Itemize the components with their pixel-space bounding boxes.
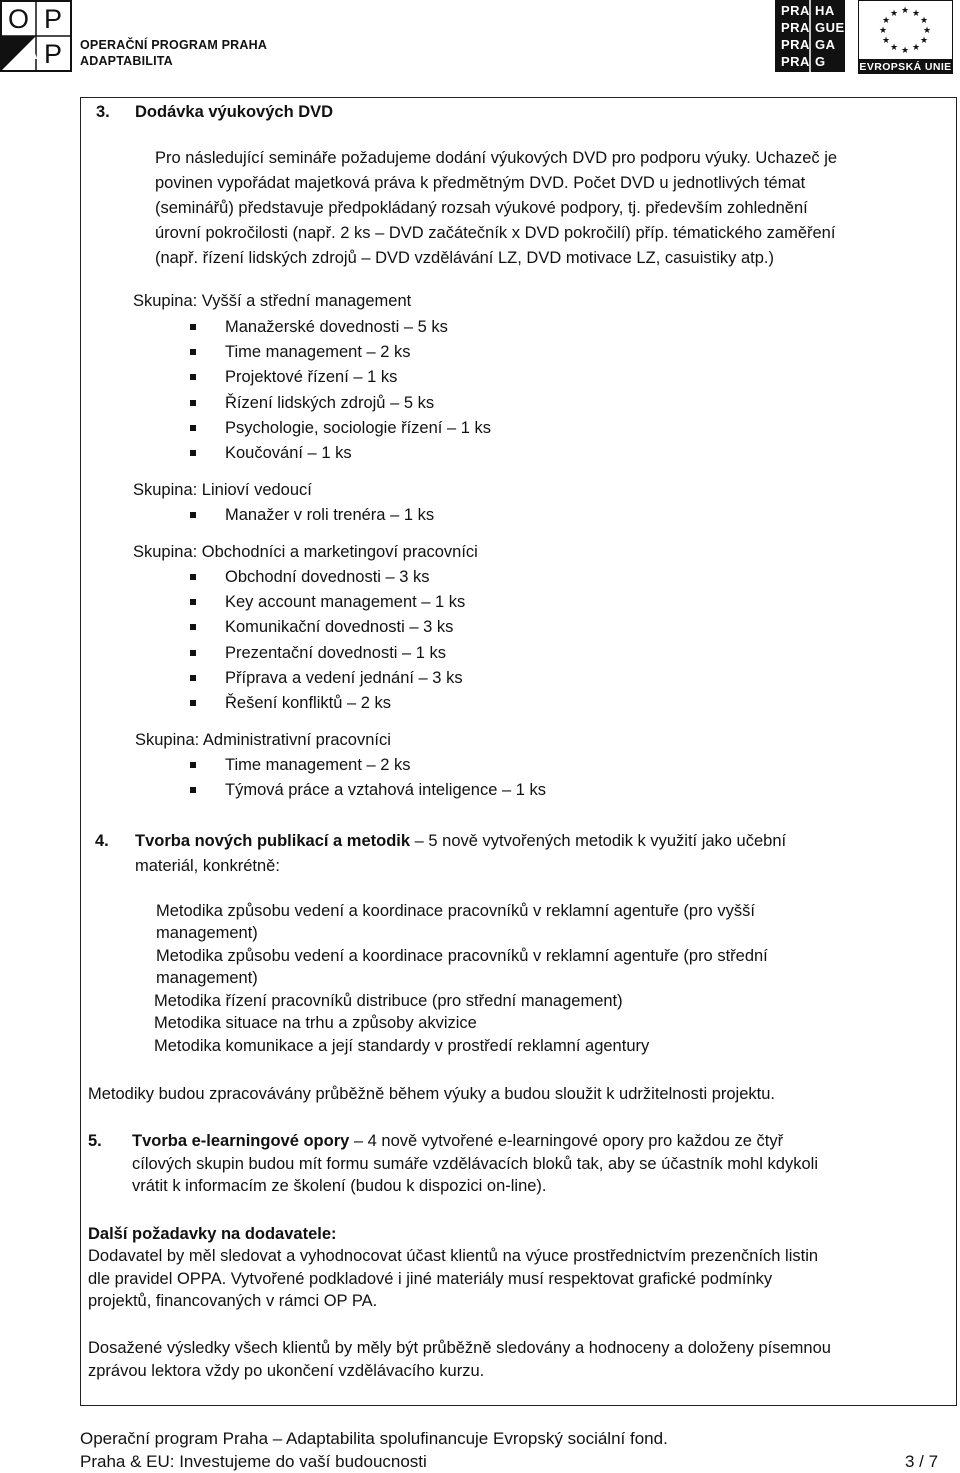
section3-intro-line: (např. řízení lidských zdrojů – DVD vzdělávání LZ, DVD motivace LZ, casuistiky atp.) (155, 249, 774, 267)
list-item: Týmová práce a vztahová inteligence – 1 ks (225, 781, 547, 799)
praha-logo-text: GUE (815, 20, 845, 35)
eu-flag-icon (858, 0, 953, 60)
list-item: Psychologie, sociologie řízení – 1 ks (225, 419, 491, 437)
opp-logo-letter: P (44, 39, 63, 69)
list-item: Řízení lidských zdrojů – 5 ks (225, 394, 435, 412)
footer-line2: Praha & EU: Investujeme do vaší budoucnosti (80, 1452, 427, 1471)
list-item: Key account management – 1 ks (225, 593, 466, 611)
list-item: Komunikační dovednosti – 3 ks (225, 618, 454, 636)
bullet-icon (190, 599, 196, 605)
list-item: Manažer v roli trenéra – 1 ks (225, 506, 435, 524)
results-line: zprávou lektora vždy po ukončení vzdělávacího kurzu. (88, 1362, 485, 1380)
bullet-icon (190, 450, 196, 456)
praha-logo-text: GA (815, 37, 836, 52)
svg-text:★: ★ (911, 9, 921, 19)
list-item: Time management – 2 ks (225, 343, 411, 361)
opp-logo-letter: A (24, 42, 38, 64)
section5-line: cílových skupin budou mít formu sumáře vzdělávacích bloků tak, aby se účastník mohl kdykoli (132, 1155, 818, 1173)
method-line: Metodika komunikace a její standardy v prostředí reklamní agentury (154, 1037, 650, 1055)
bullet-icon (190, 700, 196, 706)
bullet-icon (190, 512, 196, 518)
list-item: Obchodní dovednosti – 3 ks (225, 568, 430, 586)
section3-number: 3. (96, 103, 110, 121)
section4-text-line2: materiál, konkrétně: (135, 857, 280, 875)
svg-text:★: ★ (881, 16, 891, 26)
svg-text:★: ★ (889, 9, 899, 19)
praha-logo-text: PRA (781, 54, 810, 69)
method-line: Metodika způsobu vedení a koordinace pracovníků v reklamní agentuře (pro střední (156, 947, 768, 965)
svg-text:★: ★ (922, 26, 932, 36)
section5-heading-line (132, 1130, 783, 1152)
group-label: Skupina: Linioví vedoucí (133, 481, 312, 499)
list-item: Příprava a vedení jednání – 3 ks (225, 669, 463, 687)
bullet-icon (190, 675, 196, 681)
eu-label: EVROPSKÁ UNIE (859, 61, 952, 73)
requirements-line: projektů, financovaných v rámci OP PA. (88, 1292, 378, 1310)
eu-logo (858, 0, 953, 74)
bullet-icon (190, 349, 196, 355)
svg-text:★: ★ (900, 6, 910, 16)
method-line: management) (156, 924, 258, 942)
svg-text:★: ★ (919, 36, 929, 46)
bullet-icon (190, 574, 196, 580)
section3-intro-line: Pro následující semináře požadujeme dodání výukových DVD pro podporu výuky. Uchazeč je (155, 149, 838, 167)
svg-text:★: ★ (881, 36, 891, 46)
opp-logo-letter: O (8, 4, 30, 34)
group-label: Skupina: Administrativní pracovníci (135, 731, 391, 749)
section4-text: – 5 nově vytvořených metodik k využití jako učební (410, 832, 787, 850)
list-item: Time management – 2 ks (225, 756, 411, 774)
bullet-icon (190, 787, 196, 793)
svg-text:★: ★ (919, 16, 929, 26)
requirements-heading: Další požadavky na dodavatele: (88, 1225, 337, 1243)
section3-intro-line: úrovní pokročilosti (např. 2 ks – DVD začátečník x DVD pokročilí) příp. tématického zaměření (155, 224, 836, 242)
praha-logo-text: PRA (781, 37, 810, 52)
bullet-icon (190, 324, 196, 330)
bullet-icon (190, 650, 196, 656)
list-item: Řešení konfliktů – 2 ks (225, 694, 391, 712)
svg-text:★: ★ (911, 43, 921, 53)
page-number: 3 / 7 (905, 1452, 939, 1471)
section5-title: Tvorba e-learningové opory (132, 1132, 350, 1150)
method-line: Metodika způsobu vedení a koordinace pracovníků v reklamní agentuře (pro vyšší (156, 902, 755, 920)
opp-logo (0, 0, 72, 72)
opp-logo-letter: P (44, 4, 63, 34)
eu-stars-icon (859, 1, 951, 58)
bullet-icon (190, 374, 196, 380)
svg-text:★: ★ (878, 26, 888, 36)
section5-text: – 4 nově vytvořené e-learningové opory pro každou ze čtyř (349, 1132, 784, 1150)
section3-title: Dodávka výukových DVD (135, 103, 334, 121)
requirements-line: Dodavatel by měl sledovat a vyhodnocovat účast klientů na výuce prostřednictvím prezenčních listin (88, 1247, 819, 1265)
bullet-icon (190, 425, 196, 431)
praha-logo (775, 0, 845, 72)
program-name (80, 37, 267, 69)
section3-intro-line: povinen vypořádat majetková práva k předmětným DVD. Počet DVD u jednotlivých témat (155, 174, 806, 192)
bullet-icon (190, 762, 196, 768)
svg-text:★: ★ (889, 43, 899, 53)
praha-logo-divider (775, 0, 845, 72)
praha-logo-text: HA (815, 3, 835, 18)
praha-logo-text: PRA (781, 3, 810, 18)
list-item: Prezentační dovednosti – 1 ks (225, 644, 447, 662)
program-name-line2: ADAPTABILITA (80, 54, 173, 68)
section5-number: 5. (88, 1132, 102, 1150)
group-label: Skupina: Vyšší a střední management (133, 292, 412, 310)
results-line: Dosažené výsledky všech klientů by měly být průběžně sledovány a hodnoceny a doloženy písemnou (88, 1339, 831, 1357)
method-line: Metodika situace na trhu a způsoby akvizice (154, 1014, 477, 1032)
list-item: Projektové řízení – 1 ks (225, 368, 398, 386)
section4-heading-line (135, 830, 786, 852)
bullet-icon (190, 624, 196, 630)
section5-line: vrátit k informacím ze školení (budou k dispozici on-line). (132, 1177, 547, 1195)
list-item: Manažerské dovednosti – 5 ks (225, 318, 448, 336)
section4-closing: Metodiky budou zpracovávány průběžně během výuky a budou sloužit k udržitelnosti projektu. (88, 1085, 775, 1103)
program-name-line1: OPERAČNÍ PROGRAM PRAHA (80, 38, 268, 52)
method-line: Metodika řízení pracovníků distribuce (pro střední management) (154, 992, 623, 1010)
section4-number: 4. (95, 832, 109, 850)
requirements-line: dle pravidel OPPA. Vytvořené podkladové i jiné materiály musí respektovat grafické podmínky (88, 1270, 773, 1288)
footer-line1: Operační program Praha – Adaptabilita spolufinancuje Evropský sociální fond. (80, 1429, 668, 1448)
method-line: management) (156, 969, 258, 987)
section3-intro-line: (seminářů) představuje předpokládaný rozsah výukové podpory, tj. především zohlednění (155, 199, 808, 217)
section3-intro (155, 146, 955, 271)
group-label: Skupina: Obchodníci a marketingoví pracovníci (133, 543, 478, 561)
praha-logo-text: G (815, 54, 826, 69)
bullet-icon (190, 400, 196, 406)
list-item: Koučování – 1 ks (225, 444, 352, 462)
svg-text:★: ★ (900, 46, 910, 56)
section4-title: Tvorba nových publikací a metodik (135, 832, 411, 850)
praha-logo-text: PRA (781, 20, 810, 35)
